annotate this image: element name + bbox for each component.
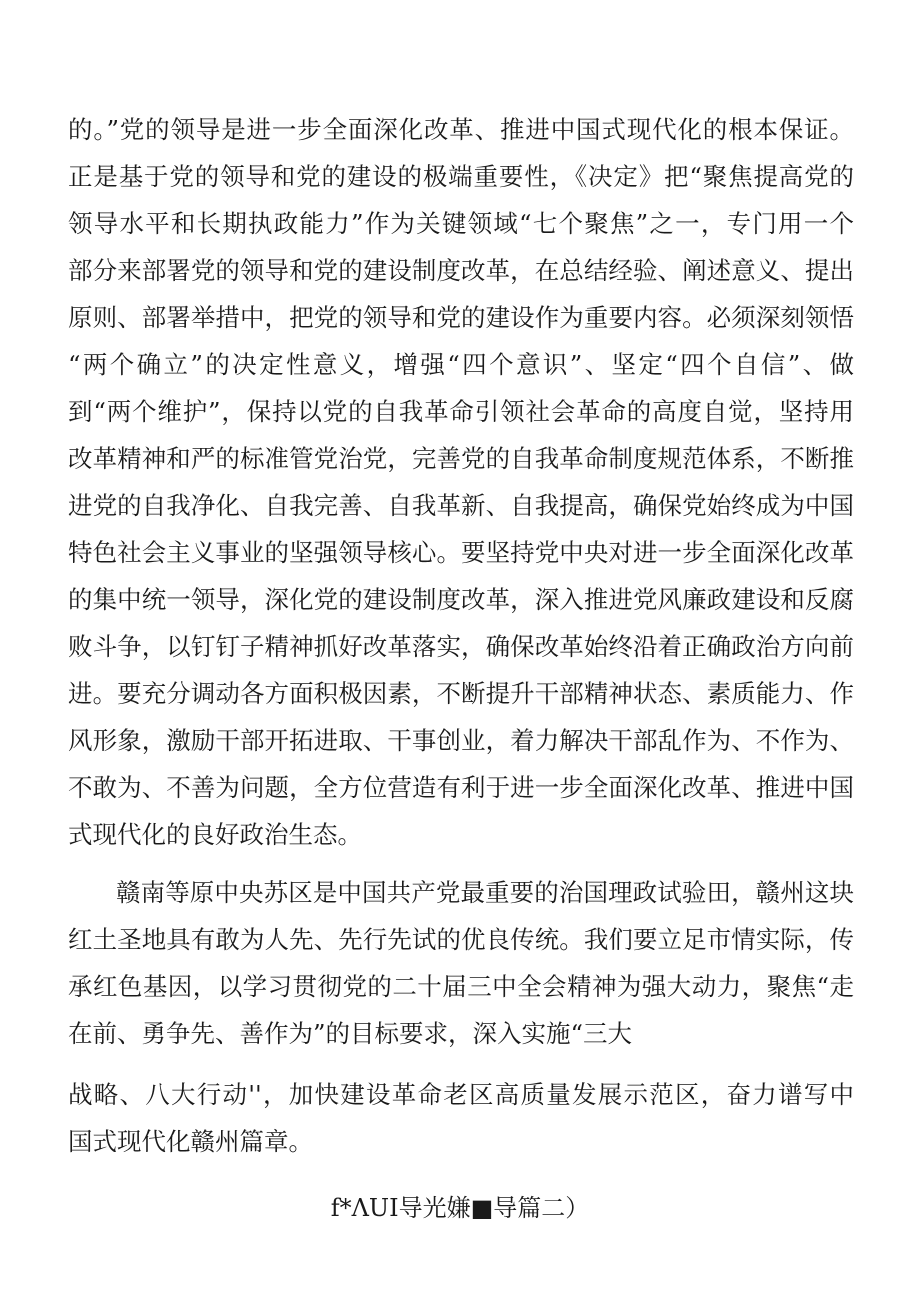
text-line: 败斗争，以钉钉子精神抓好改革落实，确保改革始终沿着正确政治方向前: [68, 632, 854, 661]
text-line: 领导水平和长期执政能力”作为关键领域“七个聚焦”之一，专门用一个: [68, 209, 854, 238]
text-line: 的集中统一领导，深化党的建设制度改革，深入推进党风廉政建设和反腐: [68, 585, 854, 614]
text-line: “两个确立”的决定性意义，增强“四个意识”、坚定“四个自信”、做: [68, 350, 854, 379]
text-line: 战略、八大行动''，加快建设革命老区高质量发展示范区，奋力谱写中: [68, 1080, 854, 1109]
text-line: 到“两个维护”，保持以党的自我革命引领社会革命的高度自觉，坚持用: [68, 397, 854, 426]
text-line: 改革精神和严的标准管党治党，完善党的自我革命制度规范体系，不断推: [68, 444, 854, 473]
text-line: 在前、勇争先、善作为”的目标要求，深入实施“三大: [68, 1019, 633, 1048]
text-line: 红土圣地具有敢为人先、先行先试的优良传统。我们要立足市情实际，传: [68, 925, 854, 954]
text-line: 特色社会主义事业的坚强领导核心。要坚持党中央对进一步全面深化改革: [68, 538, 854, 567]
text-line: 的。”党的领导是进一步全面深化改革、推进中国式现代化的根本保证。: [68, 115, 854, 144]
text-line: 赣南等原中央苏区是中国共产党最重要的治国理政试验田，赣州这块: [116, 878, 854, 907]
section-heading: f*ΛUI导光嫌■导篇二）: [330, 1194, 590, 1222]
text-line: 风形象，激励干部开拓进取、干事创业，着力解决干部乱作为、不作为、: [68, 726, 854, 755]
text-line: 国式现代化赣州篇章。: [68, 1127, 313, 1156]
text-line: 正是基于党的领导和党的建设的极端重要性，《决定》把“聚焦提高党的: [68, 162, 854, 191]
text-line: 不敢为、不善为问题，全方位营造有利于进一步全面深化改革、推进中国: [68, 773, 854, 802]
text-line: 原则、部署举措中，把党的领导和党的建设作为重要内容。必须深刻领悟: [68, 303, 854, 332]
text-line: 承红色基因，以学习贯彻党的二十届三中全会精神为强大动力，聚焦“走: [68, 972, 854, 1001]
text-line: 部分来部署党的领导和党的建设制度改革，在总结经验、阐述意义、提出: [68, 256, 854, 285]
text-line: 式现代化的良好政治生态。: [68, 820, 362, 849]
text-line: 进。要充分调动各方面积极因素，不断提升干部精神状态、素质能力、作: [68, 679, 854, 708]
text-line: 进党的自我净化、自我完善、自我革新、自我提高，确保党始终成为中国: [68, 491, 854, 520]
